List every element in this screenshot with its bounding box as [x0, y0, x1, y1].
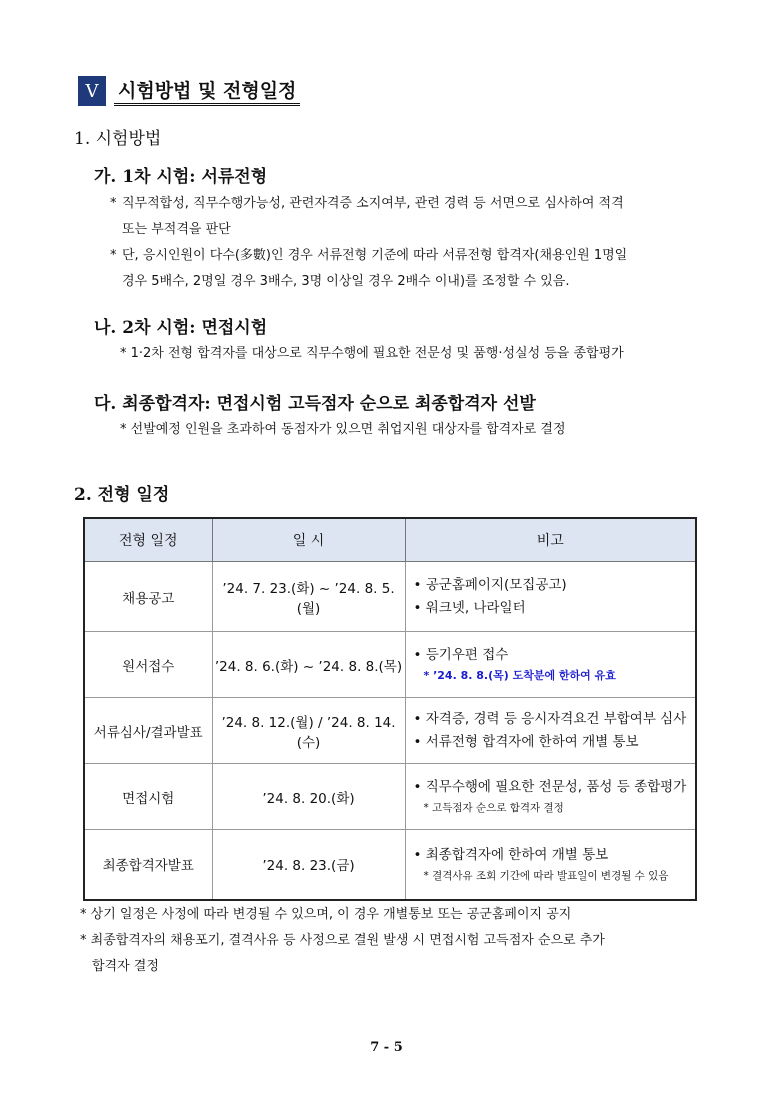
remarks-cell	[405, 698, 696, 764]
date-cell: ’24. 8. 12.(월) / ’24. 8. 14.(수)	[212, 698, 405, 764]
section-number-badge: V	[78, 76, 106, 106]
header-stage: 전형 일정	[84, 518, 212, 562]
step1-note-2	[110, 243, 705, 295]
note-continuation: 또는 부적격을 판단	[122, 222, 231, 237]
remark-bullet: • 워크넷, 나라일터	[413, 599, 526, 616]
note-star: *	[110, 196, 117, 211]
date-cell: ’24. 8. 23.(금)	[212, 830, 405, 900]
footnote-2	[80, 928, 705, 980]
stage-cell: 채용공고	[84, 562, 212, 632]
header-date: 일 시	[212, 518, 405, 562]
step2-note: * 1·2차 전형 합격자를 대상으로 직무수행에 필요한 전문성 및 품행·성실성 등을 종합평가	[120, 346, 624, 361]
table-row	[84, 830, 696, 900]
remarks-cell	[405, 562, 696, 632]
date-cell: ’24. 8. 6.(화) ~ ’24. 8. 8.(목)	[212, 632, 405, 698]
stage-cell: 원서접수	[84, 632, 212, 698]
remarks-cell	[405, 632, 696, 698]
table-row	[84, 764, 696, 830]
step3-note: * 선발예정 인원을 초과하여 동점자가 있으면 취업지원 대상자를 합격자로 결정	[120, 422, 566, 437]
table-row	[84, 632, 696, 698]
note-star: *	[110, 248, 117, 263]
remark-bullet: • 직무수행에 필요한 전문성, 품성 등 종합평가	[413, 779, 687, 795]
schedule-heading: 2. 전형 일정	[74, 485, 170, 505]
stage-cell: 면접시험	[84, 764, 212, 830]
header-remarks: 비고	[405, 518, 696, 562]
remark-bullet: • 최종합격자에 한하여 개별 통보	[413, 846, 609, 863]
footnote-line: * 최종합격자의 채용포기, 결격사유 등 사정으로 결원 발생 시 면접시험 고득점자 순으로 추가	[80, 933, 605, 948]
remark-bullet: • 자격증, 경력 등 응시자격요건 부합여부 심사	[413, 710, 687, 727]
date-cell: ’24. 7. 23.(화) ~ ’24. 8. 5.(월)	[212, 562, 405, 632]
method-heading: 1. 시험방법	[74, 129, 162, 149]
step1-note-1	[110, 191, 705, 243]
schedule-table	[83, 517, 697, 901]
remark-bullet: • 공군홈페이지(모집공고)	[413, 576, 567, 593]
table-row	[84, 698, 696, 764]
note-continuation: 경우 5배수, 2명일 경우 3배수, 3명 이상일 경우 2배수 이내)를 조정할 수 있음.	[122, 274, 570, 289]
section-header	[78, 76, 300, 106]
table-row	[84, 562, 696, 632]
step2-title: 나. 2차 시험: 면접시험	[94, 318, 268, 338]
table-header-row	[84, 518, 696, 562]
remark-subnote: * 결격사유 조회 기간에 따라 발표일이 변경될 수 있음	[423, 869, 669, 882]
date-cell: ’24. 8. 20.(화)	[212, 764, 405, 830]
footnote-continuation: 합격자 결정	[92, 959, 159, 974]
step1-title: 가. 1차 시험: 서류전형	[94, 167, 268, 187]
note-line	[110, 248, 627, 263]
remarks-cell	[405, 764, 696, 830]
step3-title: 다. 최종합격자: 면접시험 고득점자 순으로 최종합격자 선발	[94, 394, 536, 414]
footnote-1: * 상기 일정은 사정에 따라 변경될 수 있으며, 이 경우 개별통보 또는 공군홈페이지 공지	[80, 907, 572, 922]
stage-cell: 서류심사/결과발표	[84, 698, 212, 764]
note-text: 직무적합성, 직무수행가능성, 관련자격증 소지여부, 관련 경력 등 서면으로 심사하여 적격	[122, 196, 624, 211]
remark-subnote: * ’24. 8. 8.(목) 도착분에 한하여 유효	[423, 669, 616, 682]
remarks-cell	[405, 830, 696, 900]
note-text: 단, 응시인원이 다수(多數)인 경우 서류전형 기준에 따라 서류전형 합격자(채용인원 1명일	[122, 248, 628, 263]
page-number: 7 - 5	[370, 1040, 403, 1055]
remark-subnote: * 고득점자 순으로 합격자 결정	[423, 802, 564, 814]
note-line	[110, 196, 624, 211]
remark-bullet: • 서류전형 합격자에 한하여 개별 통보	[413, 733, 639, 750]
section-title: 시험방법 및 전형일정	[114, 76, 300, 106]
stage-cell: 최종합격자발표	[84, 830, 212, 900]
remark-bullet: • 등기우편 접수	[413, 647, 509, 663]
